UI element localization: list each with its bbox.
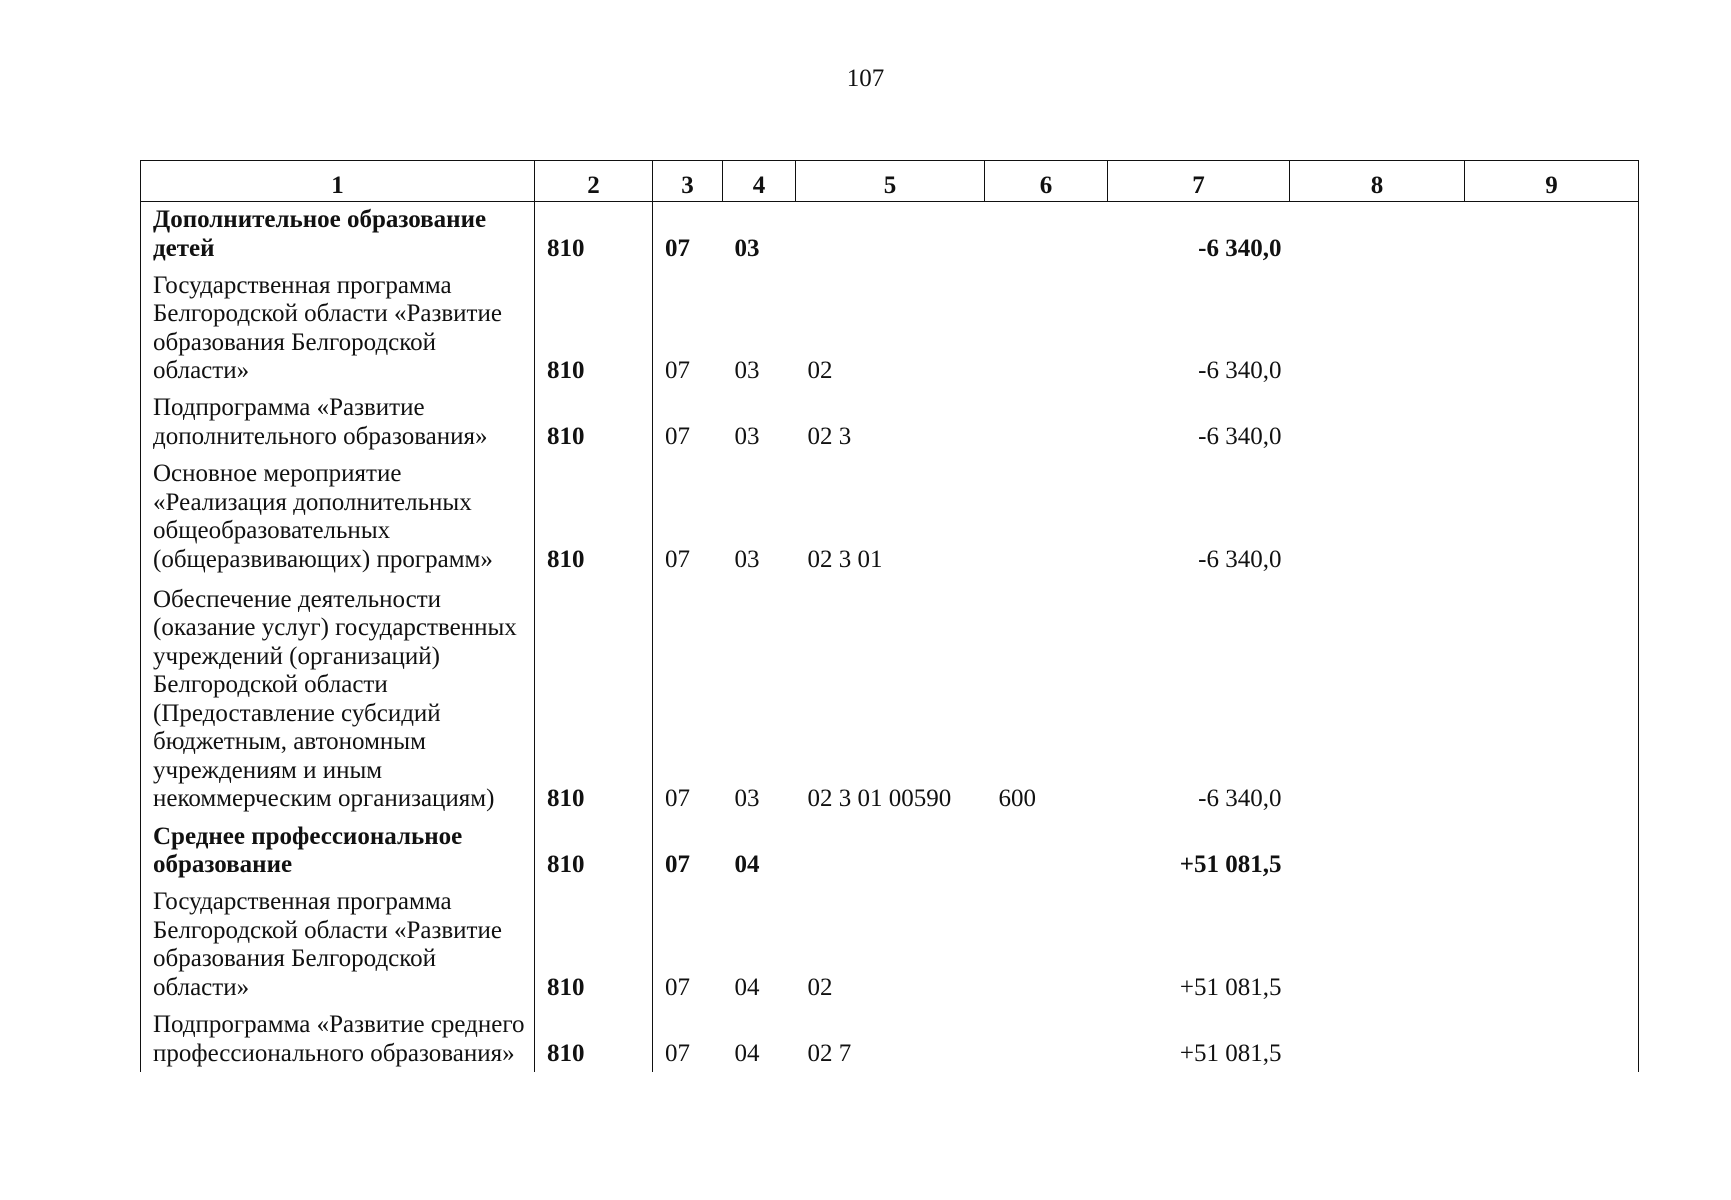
cell-col-3: 07 (653, 884, 723, 1007)
cell-col-5 (796, 818, 985, 884)
cell-col-2: 810 (535, 818, 653, 884)
cell-col-4: 03 (734, 545, 760, 573)
cell-col-8 (1290, 267, 1465, 390)
table-row (141, 1006, 1639, 1072)
column-header-3: 3 (653, 161, 723, 202)
column-header-2: 2 (535, 161, 653, 202)
cell-col-7: +51 081,5 (1179, 973, 1282, 1001)
row-name: Дополнительное образование детей (141, 202, 535, 268)
cell-col-3: 07 (653, 202, 723, 268)
cell-col-9 (1465, 578, 1639, 818)
cell-col-5 (796, 202, 985, 268)
cell-col-3: 07 (653, 267, 723, 390)
cell-col-9 (1465, 818, 1639, 884)
cell-col-6 (985, 455, 1108, 578)
cell-col-9 (1465, 884, 1639, 1007)
column-header-9: 9 (1465, 161, 1639, 202)
column-header-1: 1 (141, 161, 535, 202)
cell-col-9 (1465, 1006, 1639, 1072)
cell-col-2: 810 (535, 267, 653, 390)
row-name: Обеспечение деятельности (оказание услуг) государственных учреждений (организаций) Белгородской области (Предоставление субсидий бюджетным, автономным учреждениям и иным некоммерческим организациям) (141, 578, 535, 818)
budget-table (140, 160, 1639, 1072)
cell-col-2: 810 (535, 578, 653, 818)
column-header-7: 7 (1108, 161, 1290, 202)
cell-col-4: 04 (734, 851, 760, 879)
column-header-4: 4 (723, 161, 796, 202)
cell-col-6 (985, 884, 1108, 1007)
table-row (141, 202, 1639, 268)
row-name: Государственная программа Белгородской области «Развитие образования Белгородской области» (141, 267, 535, 390)
cell-col-6 (985, 267, 1108, 390)
cell-col-7: +51 081,5 (1179, 851, 1282, 879)
cell-col-6 (985, 1006, 1108, 1072)
column-header-5: 5 (796, 161, 985, 202)
cell-col-8 (1290, 1006, 1465, 1072)
cell-col-2: 810 (535, 202, 653, 268)
column-header-6: 6 (985, 161, 1108, 202)
page-number: 107 (846, 65, 885, 92)
table-row (141, 818, 1639, 884)
cell-col-7: -6 340,0 (1198, 357, 1282, 385)
cell-col-4: 04 (734, 973, 760, 1001)
row-name: Подпрограмма «Развитие среднего профессионального образования» (141, 1006, 535, 1072)
cell-col-5: 02 (807, 973, 833, 1001)
table-row (141, 884, 1639, 1007)
table-row (141, 455, 1639, 578)
cell-col-4: 04 (734, 1039, 760, 1067)
cell-col-8 (1290, 578, 1465, 818)
row-name: Среднее профессиональное образование (141, 818, 535, 884)
cell-col-3: 07 (653, 390, 723, 456)
cell-col-4: 03 (734, 422, 760, 450)
cell-col-3: 07 (653, 818, 723, 884)
cell-col-2: 810 (535, 1006, 653, 1072)
cell-col-8 (1290, 390, 1465, 456)
cell-col-5: 02 3 01 (807, 545, 883, 573)
cell-col-2: 810 (535, 455, 653, 578)
cell-col-5: 02 7 (807, 1039, 852, 1067)
header-row (141, 161, 1639, 202)
cell-col-2: 810 (535, 884, 653, 1007)
cell-col-3: 07 (653, 578, 723, 818)
cell-col-4: 03 (734, 234, 760, 262)
table-row (141, 390, 1639, 456)
cell-col-6: 600 (998, 785, 1036, 813)
cell-col-7: -6 340,0 (1198, 545, 1282, 573)
cell-col-7: -6 340,0 (1198, 234, 1282, 262)
table-row (141, 578, 1639, 818)
cell-col-6 (985, 390, 1108, 456)
row-name: Государственная программа Белгородской области «Развитие образования Белгородской области» (141, 884, 535, 1007)
cell-col-7: -6 340,0 (1198, 785, 1282, 813)
cell-col-8 (1290, 818, 1465, 884)
cell-col-9 (1465, 202, 1639, 268)
cell-col-4: 03 (734, 785, 760, 813)
row-name: Основное мероприятие «Реализация дополнительных общеобразовательных (общеразвивающих) программ» (141, 455, 535, 578)
cell-col-5: 02 3 01 00590 (807, 785, 952, 813)
cell-col-8 (1290, 884, 1465, 1007)
cell-col-9 (1465, 455, 1639, 578)
cell-col-5: 02 3 (807, 422, 852, 450)
cell-col-5: 02 (807, 357, 833, 385)
cell-col-6 (985, 818, 1108, 884)
cell-col-6 (985, 202, 1108, 268)
cell-col-8 (1290, 202, 1465, 268)
column-header-8: 8 (1290, 161, 1465, 202)
cell-col-9 (1465, 390, 1639, 456)
cell-col-4: 03 (734, 357, 760, 385)
table-row (141, 267, 1639, 390)
cell-col-9 (1465, 267, 1639, 390)
cell-col-8 (1290, 455, 1465, 578)
cell-col-2: 810 (535, 390, 653, 456)
cell-col-3: 07 (653, 1006, 723, 1072)
cell-col-7: -6 340,0 (1198, 422, 1282, 450)
cell-col-3: 07 (653, 455, 723, 578)
cell-col-7: +51 081,5 (1179, 1039, 1282, 1067)
row-name: Подпрограмма «Развитие дополнительного образования» (141, 390, 535, 456)
